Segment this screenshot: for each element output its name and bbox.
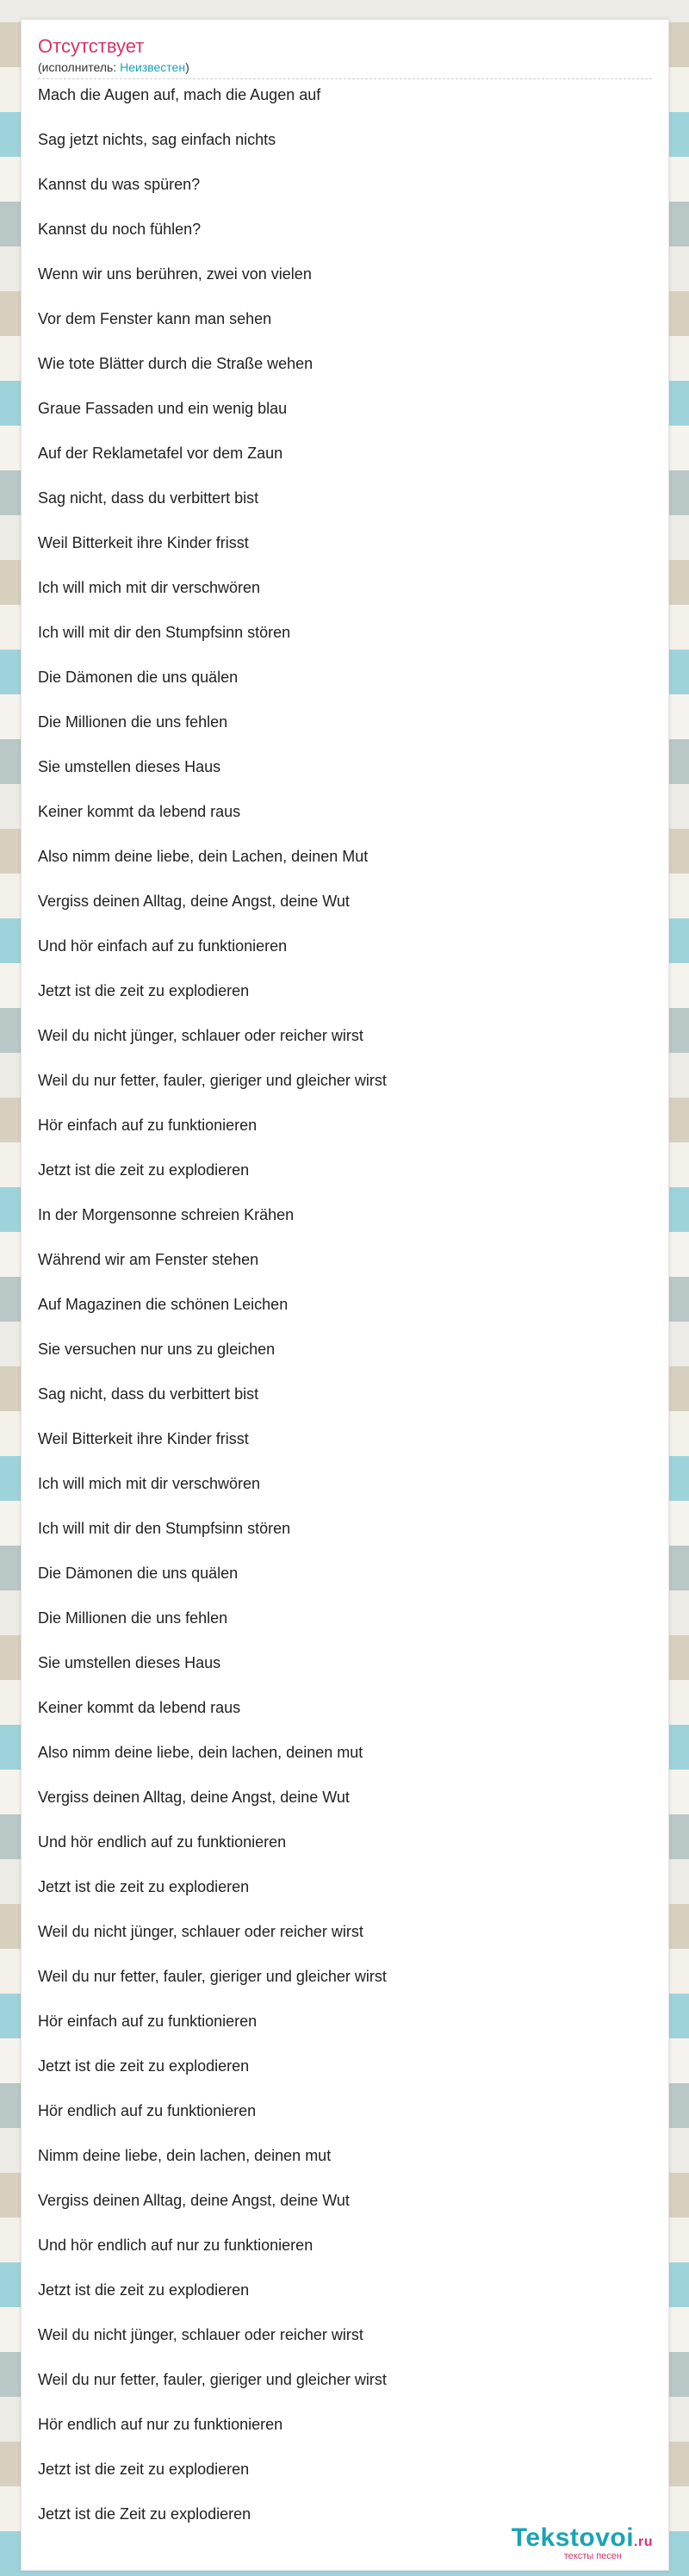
lyric-line: Vergiss deinen Alltag, deine Angst, deine Wut xyxy=(38,1789,350,1806)
lyric-line: Jetzt ist die zeit zu explodieren xyxy=(38,2281,250,2299)
lyric-line: Jetzt ist die Zeit zu explodieren xyxy=(38,2505,251,2523)
lyric-line: Jetzt ist die zeit zu explodieren xyxy=(38,1878,250,1895)
lyric-line: Weil du nur fetter, fauler, gieriger und gleicher wirst xyxy=(38,1072,387,1089)
lyric-line: Sag jetzt nichts, sag einfach nichts xyxy=(38,131,276,148)
lyric-line: Ich will mit dir den Stumpfsinn stören xyxy=(38,1520,291,1537)
lyric-line: Hör endlich auf zu funktionieren xyxy=(38,2102,257,2119)
lyric-line: Wie tote Blätter durch die Straße wehen xyxy=(38,355,313,372)
lyric-line: Jetzt ist die zeit zu explodieren xyxy=(38,982,250,999)
lyric-line: Keiner kommt da lebend raus xyxy=(38,1699,241,1716)
lyric-line: Vergiss deinen Alltag, deine Angst, deine Wut xyxy=(38,2192,350,2209)
lyric-line: Während wir am Fenster stehen xyxy=(38,1251,259,1268)
lyric-line: Sag nicht, dass du verbittert bist xyxy=(38,489,259,507)
lyric-line: Hör einfach auf zu funktionieren xyxy=(38,2013,258,2030)
logo-main-text: Tekstovoi xyxy=(511,2523,635,2552)
subtitle-suffix: ) xyxy=(185,60,189,74)
artist-link[interactable]: Неизвестен xyxy=(120,60,186,74)
lyric-line: Auf der Reklametafel vor dem Zaun xyxy=(38,445,283,462)
lyric-line: Weil du nicht jünger, schlauer oder reicher wirst xyxy=(38,1027,363,1044)
lyric-line: Und hör einfach auf zu funktionieren xyxy=(38,937,288,955)
lyric-line: Die Dämonen die uns quälen xyxy=(38,669,239,686)
logo-wordmark xyxy=(512,2523,653,2553)
subtitle-prefix: (исполнитель: xyxy=(38,60,121,74)
lyric-line: Vergiss deinen Alltag, deine Angst, deine Wut xyxy=(38,893,350,910)
song-subtitle xyxy=(38,59,668,75)
lyric-line: Weil du nicht jünger, schlauer oder reicher wirst xyxy=(38,2326,363,2343)
logo-tld: .ru xyxy=(634,2535,653,2549)
lyric-line: Die Millionen die uns fehlen xyxy=(38,713,228,731)
lyric-line: Weil Bitterkeit ihre Kinder frisst xyxy=(38,534,249,551)
lyric-line: Ich will mich mit dir verschwören xyxy=(38,1475,261,1492)
lyric-line: Vor dem Fenster kann man sehen xyxy=(38,310,272,327)
lyric-line: Wenn wir uns berühren, zwei von vielen xyxy=(38,265,312,283)
song-title: Отсутствует xyxy=(38,35,145,57)
lyric-line: Also nimm deine liebe, dein lachen, deinen mut xyxy=(38,1744,363,1761)
lyric-line: Nimm deine liebe, dein lachen, deinen mut xyxy=(38,2147,332,2164)
lyric-line: Weil du nur fetter, fauler, gieriger und gleicher wirst xyxy=(38,2371,387,2388)
lyrics-text xyxy=(22,79,668,2549)
lyric-line: Sie umstellen dieses Haus xyxy=(38,1654,221,1671)
lyric-line: Mach die Augen auf, mach die Augen auf xyxy=(38,86,321,103)
logo-tagline: тексты песен xyxy=(563,2551,622,2561)
lyric-line: Die Millionen die uns fehlen xyxy=(38,1609,228,1627)
lyric-line: Ich will mit dir den Stumpfsinn stören xyxy=(38,624,291,641)
lyric-line: Die Dämonen die uns quälen xyxy=(38,1565,239,1582)
lyric-line: Ich will mich mit dir verschwören xyxy=(38,579,261,596)
lyric-line: Also nimm deine liebe, dein Lachen, deinen Mut xyxy=(38,848,369,865)
lyric-line: Jetzt ist die zeit zu explodieren xyxy=(38,2461,250,2478)
lyric-line: Sie versuchen nur uns zu gleichen xyxy=(38,1341,276,1358)
lyric-line: Jetzt ist die zeit zu explodieren xyxy=(38,1161,250,1179)
lyric-line: Hör einfach auf zu funktionieren xyxy=(38,1117,258,1134)
lyric-line: Weil du nur fetter, fauler, gieriger und gleicher wirst xyxy=(38,1968,387,1985)
lyric-line: Hör endlich auf nur zu funktionieren xyxy=(38,2416,283,2433)
lyric-line: Sag nicht, dass du verbittert bist xyxy=(38,1385,259,1403)
song-header xyxy=(22,20,668,75)
lyric-line: Kannst du noch fühlen? xyxy=(38,221,202,238)
lyric-line: Weil du nicht jünger, schlauer oder reicher wirst xyxy=(38,1923,363,1940)
lyric-line: Auf Magazinen die schönen Leichen xyxy=(38,1296,289,1313)
lyric-line: In der Morgensonne schreien Krähen xyxy=(38,1206,295,1223)
lyric-line: Sie umstellen dieses Haus xyxy=(38,758,221,775)
lyric-line: Jetzt ist die zeit zu explodieren xyxy=(38,2057,250,2075)
lyric-line: Und hör endlich auf nur zu funktionieren xyxy=(38,2237,313,2254)
lyrics-card xyxy=(21,19,669,2571)
lyric-line: Und hör endlich auf zu funktionieren xyxy=(38,1833,287,1851)
lyric-line: Weil Bitterkeit ihre Kinder frisst xyxy=(38,1430,249,1447)
lyric-line: Keiner kommt da lebend raus xyxy=(38,803,241,820)
lyric-line: Graue Fassaden und ein wenig blau xyxy=(38,400,288,417)
lyric-line: Kannst du was spüren? xyxy=(38,176,201,193)
site-logo[interactable] xyxy=(512,2523,653,2561)
